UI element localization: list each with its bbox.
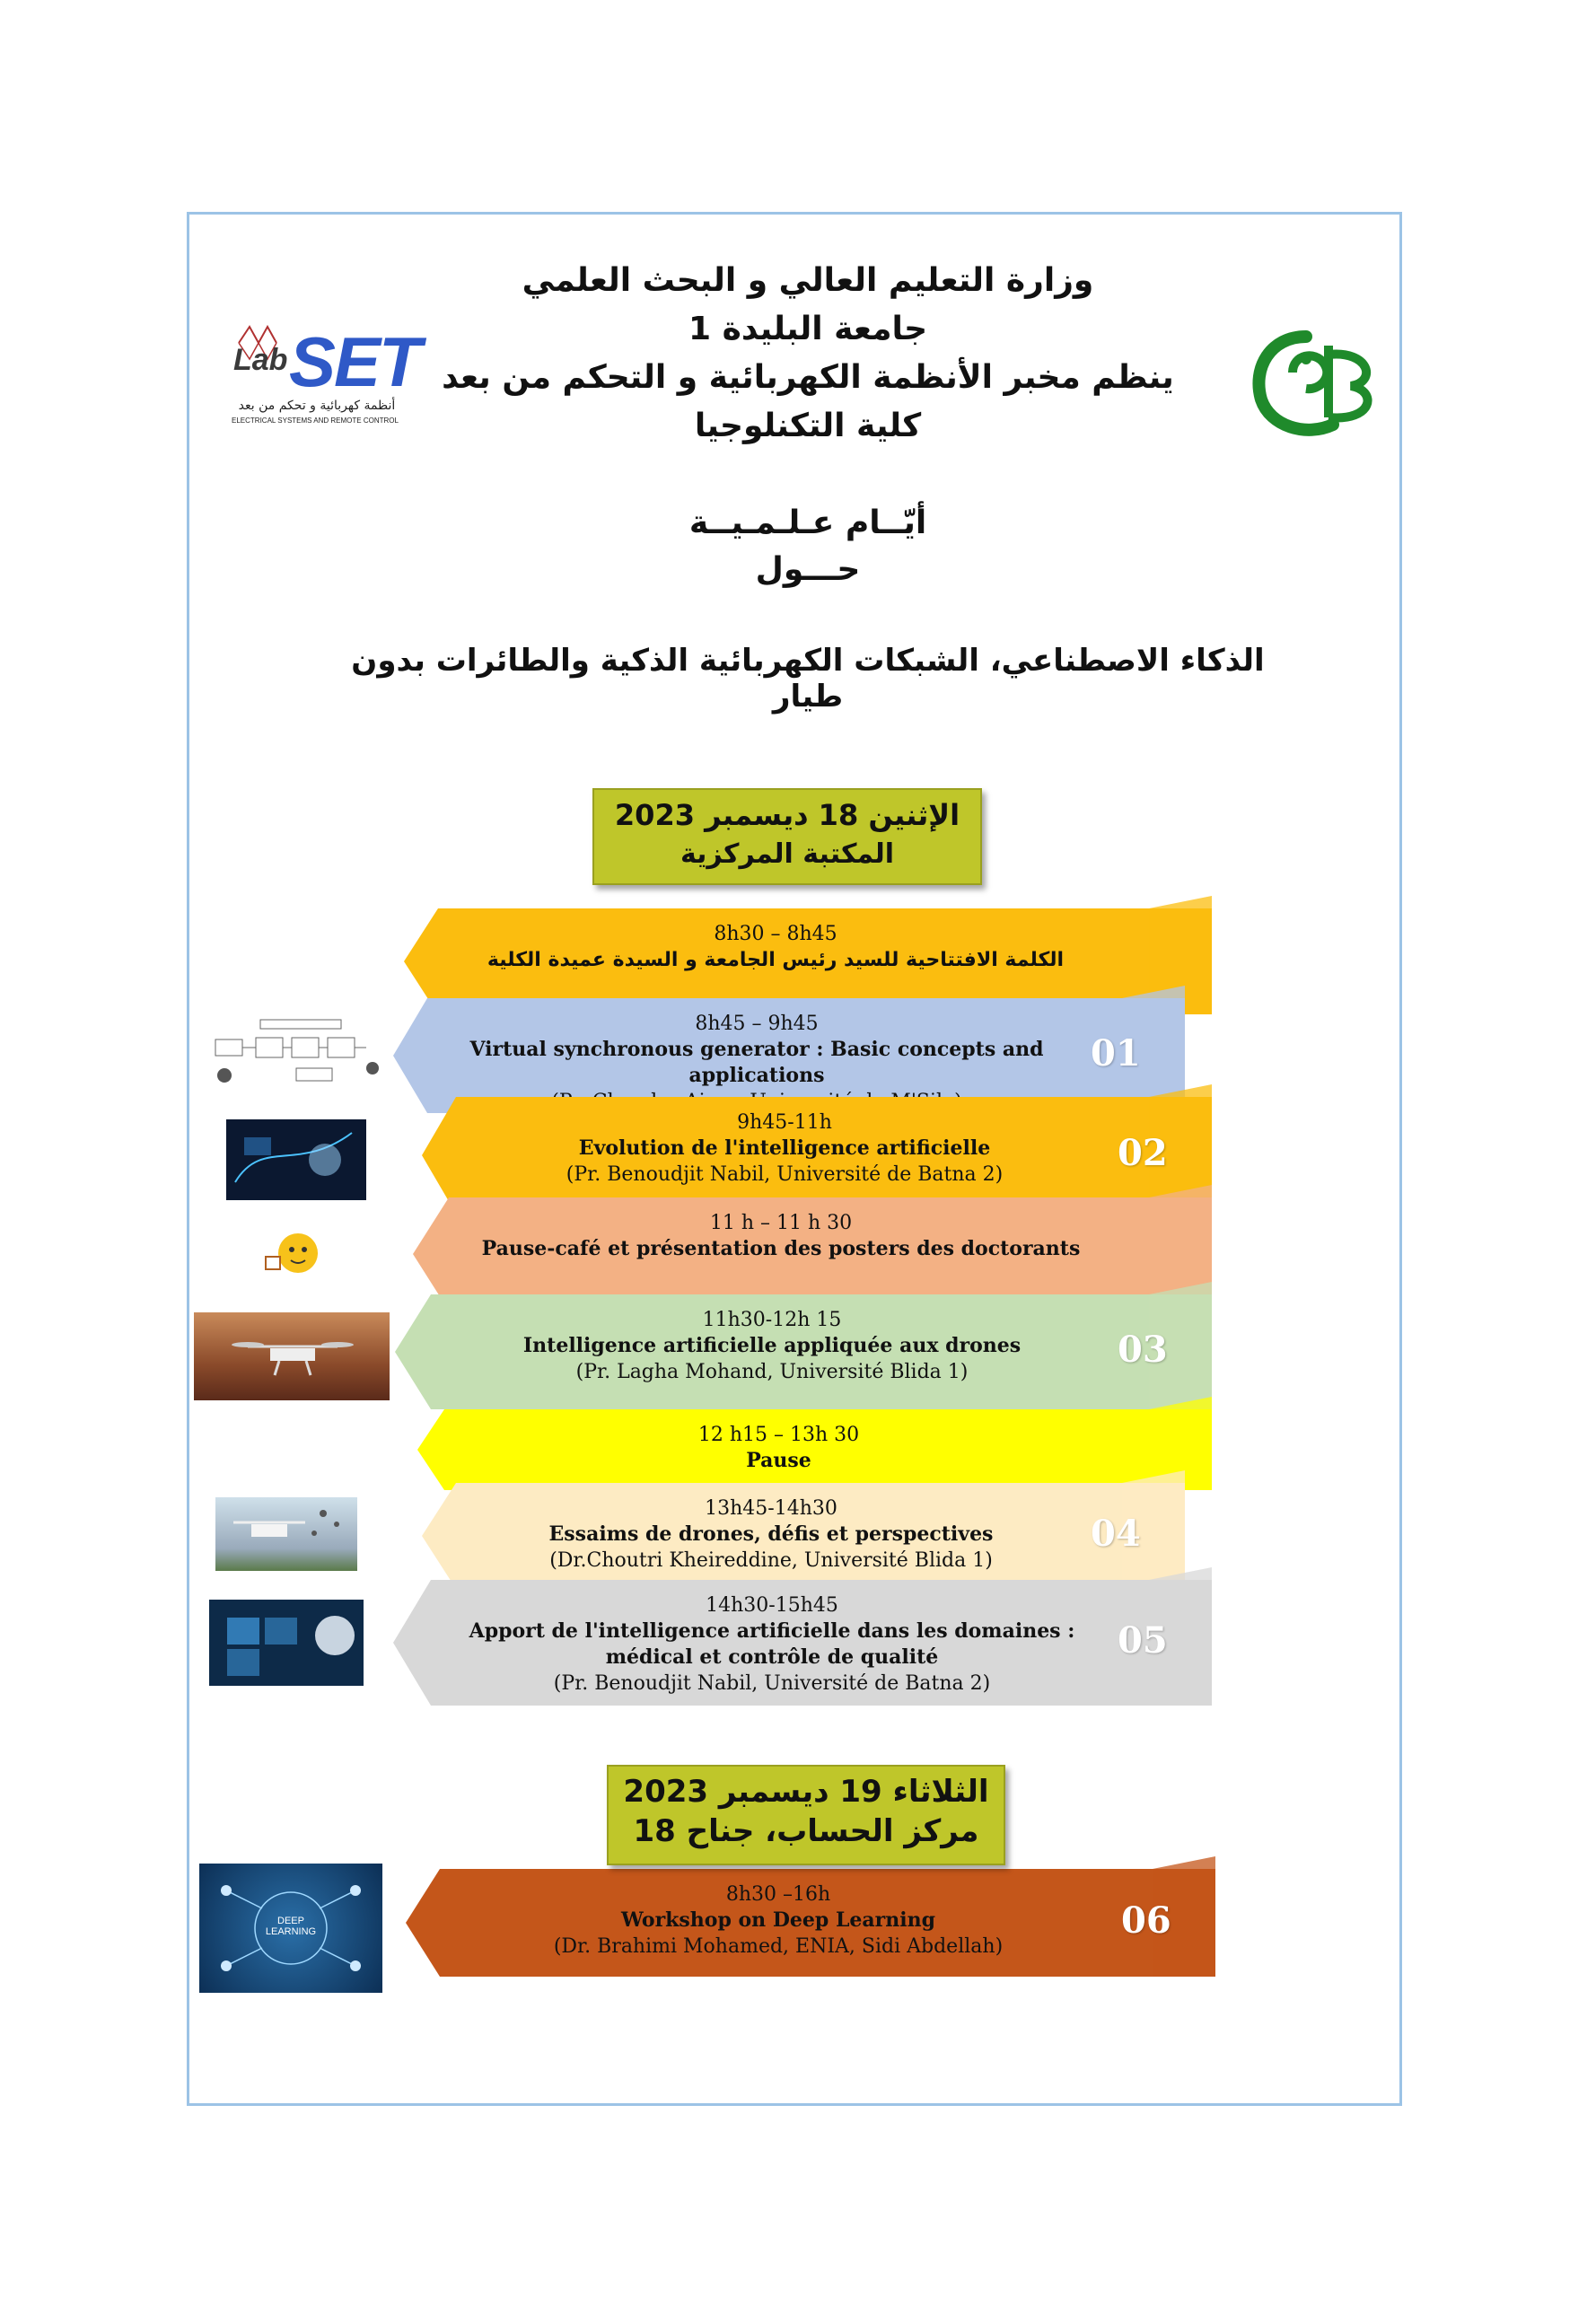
university-logo	[1243, 319, 1387, 444]
session-5-text	[449, 1307, 1095, 1385]
workshop-row	[406, 1869, 1215, 1977]
session-7-number: 04	[1091, 1513, 1141, 1555]
session-7-title: Essaims de drones, défis et perspectives	[548, 1522, 994, 1546]
session-5-title: Intelligence artificielle appliquée aux drones	[522, 1334, 1022, 1357]
labset-set-text: SET	[289, 322, 420, 401]
session-3-time: 9h45-11h	[737, 1111, 832, 1134]
day1-date-box	[592, 788, 982, 885]
session-8-number: 05	[1118, 1619, 1168, 1662]
day2-date: الثلاثاء 19 ديسمبر 2023	[623, 1774, 989, 1810]
event-days-title: أيّــام عـلـمـيــة	[688, 504, 927, 541]
labset-lab-text: Lab	[233, 343, 288, 377]
session-8-speaker: (Pr. Benoudjit Nabil, Université de Batna 2)	[553, 1672, 991, 1695]
session-5-time: 11h30-12h 15	[702, 1309, 842, 1331]
vsg-diagram-thumbnail	[206, 1013, 386, 1098]
workshop-text	[458, 1881, 1099, 1960]
workshop-title: Workshop on Deep Learning	[620, 1908, 935, 1932]
labset-english: ELECTRICAL SYSTEMS AND REMOTE CONTROL	[232, 417, 399, 425]
session-3-speaker: (Pr. Benoudjit Nabil, Université de Batna 2)	[566, 1163, 1004, 1186]
session-7-text	[474, 1495, 1068, 1574]
session-5-speaker: (Pr. Lagha Mohand, Université Blida 1)	[575, 1361, 969, 1383]
day1-date: الإثنين 18 ديسمبر 2023	[614, 798, 960, 832]
session-6-time: 12 h15 – 13h 30	[697, 1424, 860, 1446]
session-1-time: 8h30 – 8h45	[714, 923, 837, 945]
drone-sunset-thumbnail	[194, 1312, 390, 1400]
day2-date-box	[607, 1765, 1005, 1865]
header-ministry: وزارة التعليم العالي و البحث العلمي	[522, 262, 1094, 299]
workshop-time: 8h30 –16h	[725, 1883, 831, 1906]
drone-swarm-thumbnail	[215, 1497, 357, 1571]
session-8-text	[449, 1592, 1095, 1697]
session-4-text	[467, 1210, 1095, 1262]
session-3-title: Evolution de l'intelligence artificielle	[578, 1136, 991, 1160]
deep-learning-thumbnail	[199, 1864, 382, 1993]
session-8-row	[393, 1580, 1212, 1706]
session-7-time: 13h45-14h30	[705, 1497, 837, 1520]
session-8-title: Apport de l'intelligence artificielle dans les domaines : médical et contrôle de qualité	[469, 1619, 1075, 1669]
deep-learning-label: DEEP LEARNING	[265, 1916, 317, 1937]
session-2-title: Virtual synchronous generator : Basic concepts and applications	[469, 1038, 1044, 1087]
session-1-title: الكلمة الافتتاحية للسيد رئيس الجامعة و السيدة عميدة الكلية	[487, 949, 1065, 971]
header-organizer: ينظم مخبر الأنظمة الكهربائية و التحكم من بعد	[442, 359, 1174, 396]
session-8-time: 14h30-15h45	[706, 1594, 838, 1617]
session-7-speaker: (Dr.Choutri Kheireddine, Université Blida 1)	[549, 1549, 993, 1572]
event-about: حـــول	[755, 551, 861, 588]
header-university: جامعة البليدة 1	[688, 311, 928, 347]
session-4-time: 11 h – 11 h 30	[709, 1212, 853, 1234]
session-3-number: 02	[1118, 1132, 1168, 1174]
session-2-number: 01	[1091, 1032, 1141, 1074]
session-5-number: 03	[1118, 1329, 1168, 1371]
session-3-row	[422, 1097, 1212, 1214]
session-3-text	[474, 1110, 1095, 1188]
day1-place: المكتبة المركزية	[680, 838, 895, 870]
event-subject: الذكاء الاصطناعي، الشبكات الكهربائية الذكية والطائرات بدون طيار	[351, 643, 1265, 715]
session-6-row	[417, 1409, 1212, 1490]
session-2-time: 8h45 – 9h45	[695, 1013, 819, 1035]
session-5-row	[395, 1294, 1212, 1409]
header-faculty: كلية التكنلوجيا	[694, 408, 922, 444]
session-6-title: Pause	[746, 1449, 811, 1472]
session-1-text	[456, 921, 1095, 973]
labset-logo	[232, 322, 429, 437]
session-4-title: Pause-café et présentation des posters des doctorants	[481, 1237, 1081, 1260]
session-2-row	[393, 998, 1185, 1113]
day2-place: مركز الحساب، جناح 18	[633, 1813, 979, 1849]
session-6-text	[462, 1422, 1095, 1474]
ai-evolution-thumbnail	[226, 1119, 366, 1200]
medical-ai-thumbnail	[209, 1600, 364, 1686]
session-7-row	[422, 1483, 1185, 1589]
labset-arabic: أنظمة كهربائية و تحكم من بعد	[238, 399, 396, 413]
coffee-emoji-icon	[262, 1230, 321, 1280]
workshop-number: 06	[1121, 1899, 1171, 1942]
workshop-speaker: (Dr. Brahimi Mohamed, ENIA, Sidi Abdellah)	[553, 1935, 1004, 1958]
